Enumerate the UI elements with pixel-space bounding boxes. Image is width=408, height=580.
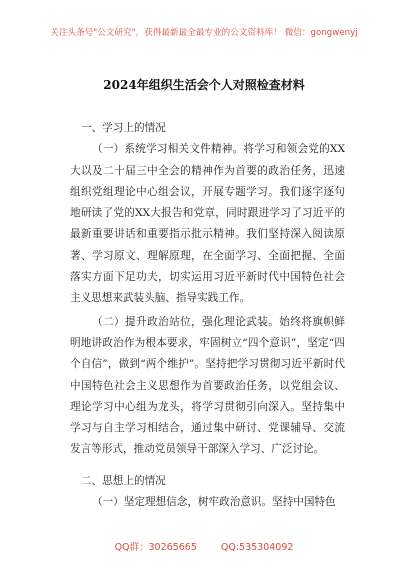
document-body: [70, 118, 345, 513]
footer-banner: [0, 539, 408, 553]
section-heading-study: 一、学习上的情况: [81, 122, 166, 134]
footer-qq: QQ:535304092: [220, 542, 294, 553]
footer-qq-group: QQ群：30265665: [114, 542, 197, 553]
paragraph-study-1: （一）系统学习相关文件精神。将学习和领会党的XX大以及二十届三中全会的精神作为首要的政治任务，迅速组织党组理论中心组会议，开展专题学习。我们逐字逐句地研读了党的XX大报告和党章，同时跟进学习了习近平的最新重要讲话和重要指示批示精神。我们坚持深入阅读原著、学习原文、理解原理，在全面学习、全面把握、全面落实方面下足功夫，切实运用习近平新时代中国特色社会主义思想来武装头脑、指导实践工作。: [70, 143, 345, 305]
section-heading-thought: 二、思想上的情况: [81, 474, 166, 487]
header-banner: 关注头条号"公文研究"，获得最新最全最专业的公文资料库！ 微信：gongwenyj: [50, 28, 358, 38]
paragraph-thought-1: （一）坚定理想信念，树牢政治意识。坚持中国特色: [92, 496, 336, 509]
paragraph-study-2: （二）提升政治站位，强化理论武装。始终将旗帜鲜明地讲政治作为根本要求，牢固树立“四个意识”，坚定“四个自信”，做到“两个维护”。坚持把学习贯彻习近平新时代中国特色社会主义思想作为首要政治任务，以党组会议、理论学习中心组为龙头，将学习贯彻引向深入。坚持集中学习与自主学习相结合，通过集中研讨、党课辅导、交流发言等形式，推动党员领导干部深入学习、广泛讨论。: [70, 315, 345, 456]
document-title: 2024年组织生活会个人对照检查材料: [103, 78, 305, 92]
